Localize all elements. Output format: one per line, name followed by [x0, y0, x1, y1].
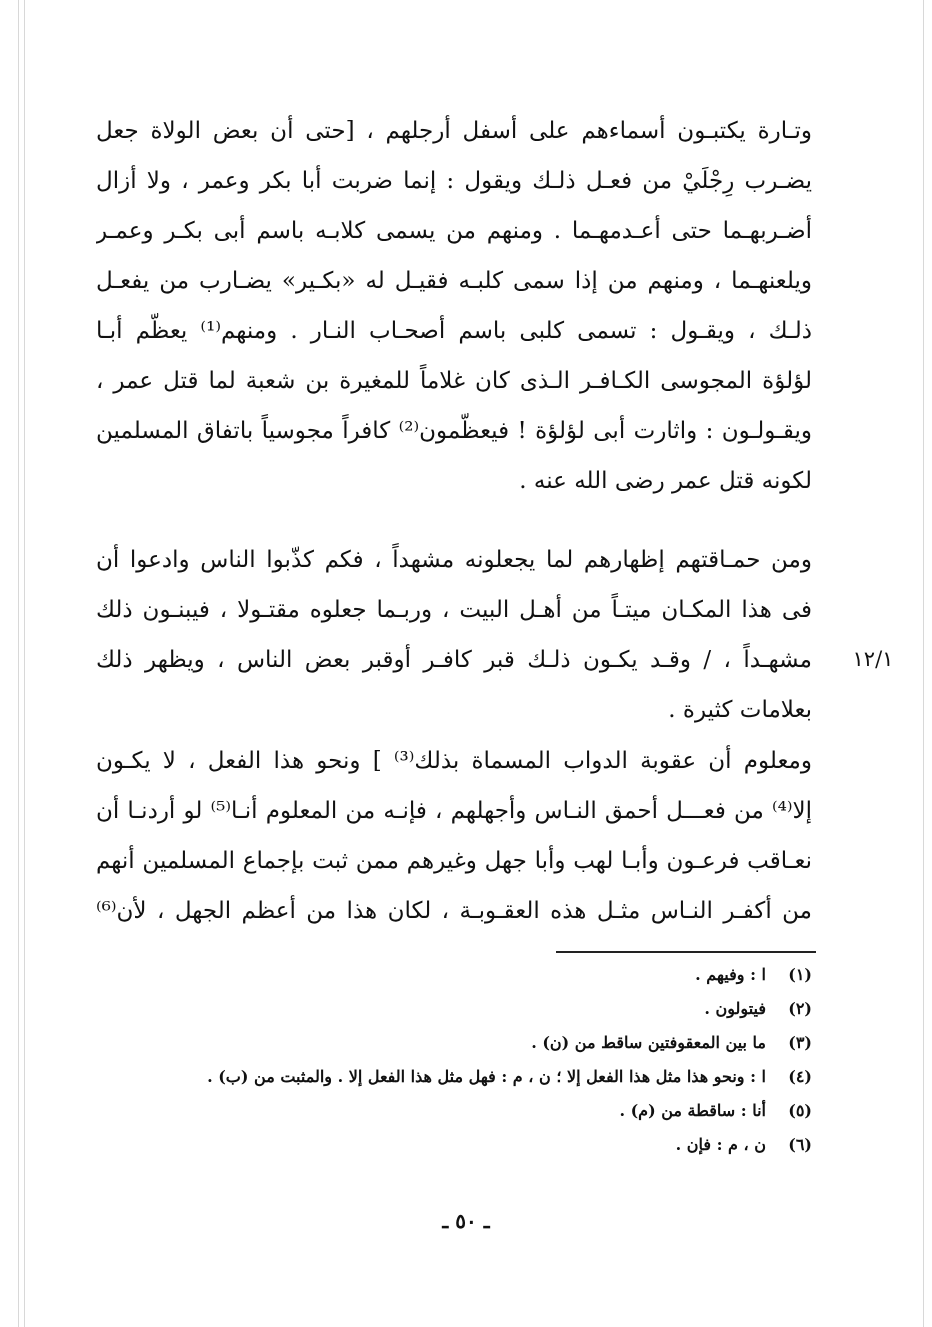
text-line: ويلعنهـما ، ومنهم من إذا سمى كلبـه فقيـل له «بكـير» يضـارب من يفعـل: [96, 268, 812, 294]
text-line: لكونه قتل عمر رضى الله عنه .: [519, 468, 812, 494]
footnote-number: (٢): [788, 999, 812, 1018]
text-line: فى هذا المكـان ميتـاً من أهـل البيت ، وربـما جعلوه مقتـولا ، فيبنـون ذلك: [96, 597, 812, 623]
footnote-separator: [556, 951, 816, 953]
footnote-item: [96, 958, 812, 992]
paragraph-1: [96, 106, 812, 506]
footnote-text: ا : وفيهم .: [695, 965, 766, 984]
text-line: ويقـولـون : واثارت أبى لؤلؤة ! فيعظّمون⁽²⁾ كافراً مجوسياً باتفاق المسلمين: [96, 418, 812, 444]
footnote-number: (٦): [788, 1135, 812, 1154]
text-line: أضـربهـما حتى أعـدمهـما . ومنهم من يسمى كلابـه باسم أبى بكـر وعمـر: [96, 218, 812, 244]
footnote-number: (٤): [788, 1067, 812, 1086]
page-number: ـ ٥٠ ـ: [442, 1209, 490, 1233]
margin-manuscript-reference: ١٢/١: [852, 647, 894, 671]
footnote-number: (٥): [788, 1101, 812, 1120]
paragraph-3: [96, 736, 812, 936]
text-line: مشهـداً ، / وقـد يكـون ذلـك قبر كافـر أوقبر بعض الناس ، ويظهر ذلك: [96, 647, 812, 673]
text-line: يضـرب رِجْلَيْ من فعـل ذلـك ويقول : إنما ضربت أبا بكر وعمر ، ولا أزال: [96, 168, 812, 194]
text-line: وتـارة يكتبـون أسماءهم على أسفل أرجلهم ، [حتى أن بعض الولاة جعل: [96, 118, 812, 144]
footnote-item: [96, 1060, 812, 1094]
footnote-text: ا : ونحو هذا مثل هذا الفعل إلا ؛ ن ، م : فهل مثل هذا الفعل إلا . والمثبت من (ب) .: [207, 1067, 766, 1086]
footnote-text: فيتولون .: [704, 999, 766, 1018]
text-line: ذلـك ، ويقـول : تسمى كلبى باسم أصحـاب النـار . ومنهم⁽¹⁾ يعظّم أبـا: [96, 318, 812, 344]
right-edge-line: [923, 0, 924, 1327]
footnote-item: [96, 1128, 812, 1162]
footnote-text: ما بين المعقوفتين ساقط من (ن) .: [531, 1033, 766, 1052]
footnote-item: [96, 992, 812, 1026]
footnote-item: [96, 1026, 812, 1060]
text-line: ومعلوم أن عقوبة الدواب المسماة بذلك⁽³⁾ ] ونحو هذا الفعل ، لا يكـون: [96, 748, 812, 774]
text-line: إلا⁽⁴⁾ من فعـــل أحمق النـاس وأجهلهم ، فإنـه من المعلوم أنـا⁽⁵⁾ لو أردنـا أن: [96, 798, 812, 824]
text-line: بعلامات كثيرة .: [668, 697, 812, 723]
text-line: ومن حمـاقتهم إظهارهم لما يجعلونه مشهداً ، فكم كذّبوا الناس وادعوا أن: [96, 547, 812, 573]
footnote-number: (٣): [788, 1033, 812, 1052]
text-line: نعـاقب فرعـون وأبـا لهب وأبا جهل وغيرهم ممن ثبت بإجماع المسلمين أنهم: [96, 848, 812, 874]
footnote-item: [96, 1094, 812, 1128]
footnote-text: أنا : ساقطة من (م) .: [619, 1101, 766, 1120]
left-edge-line: [18, 0, 19, 1327]
left-edge-line-inner: [24, 0, 25, 1327]
text-line: من أكفـر النـاس مثـل هذه العقـوبـة ، لكان هذا من أعظم الجهل ، لأن⁽⁶⁾: [96, 898, 812, 924]
text-line: لؤلؤة المجوسى الكـافـر الـذى كان غلاماً للمغيرة بن شعبة لما قتل عمر ،: [96, 368, 812, 394]
paragraph-2: [96, 535, 812, 735]
footnote-text: ن ، م : فإن .: [675, 1135, 766, 1154]
footnote-number: (١): [788, 965, 812, 984]
footnotes: [96, 958, 812, 1162]
